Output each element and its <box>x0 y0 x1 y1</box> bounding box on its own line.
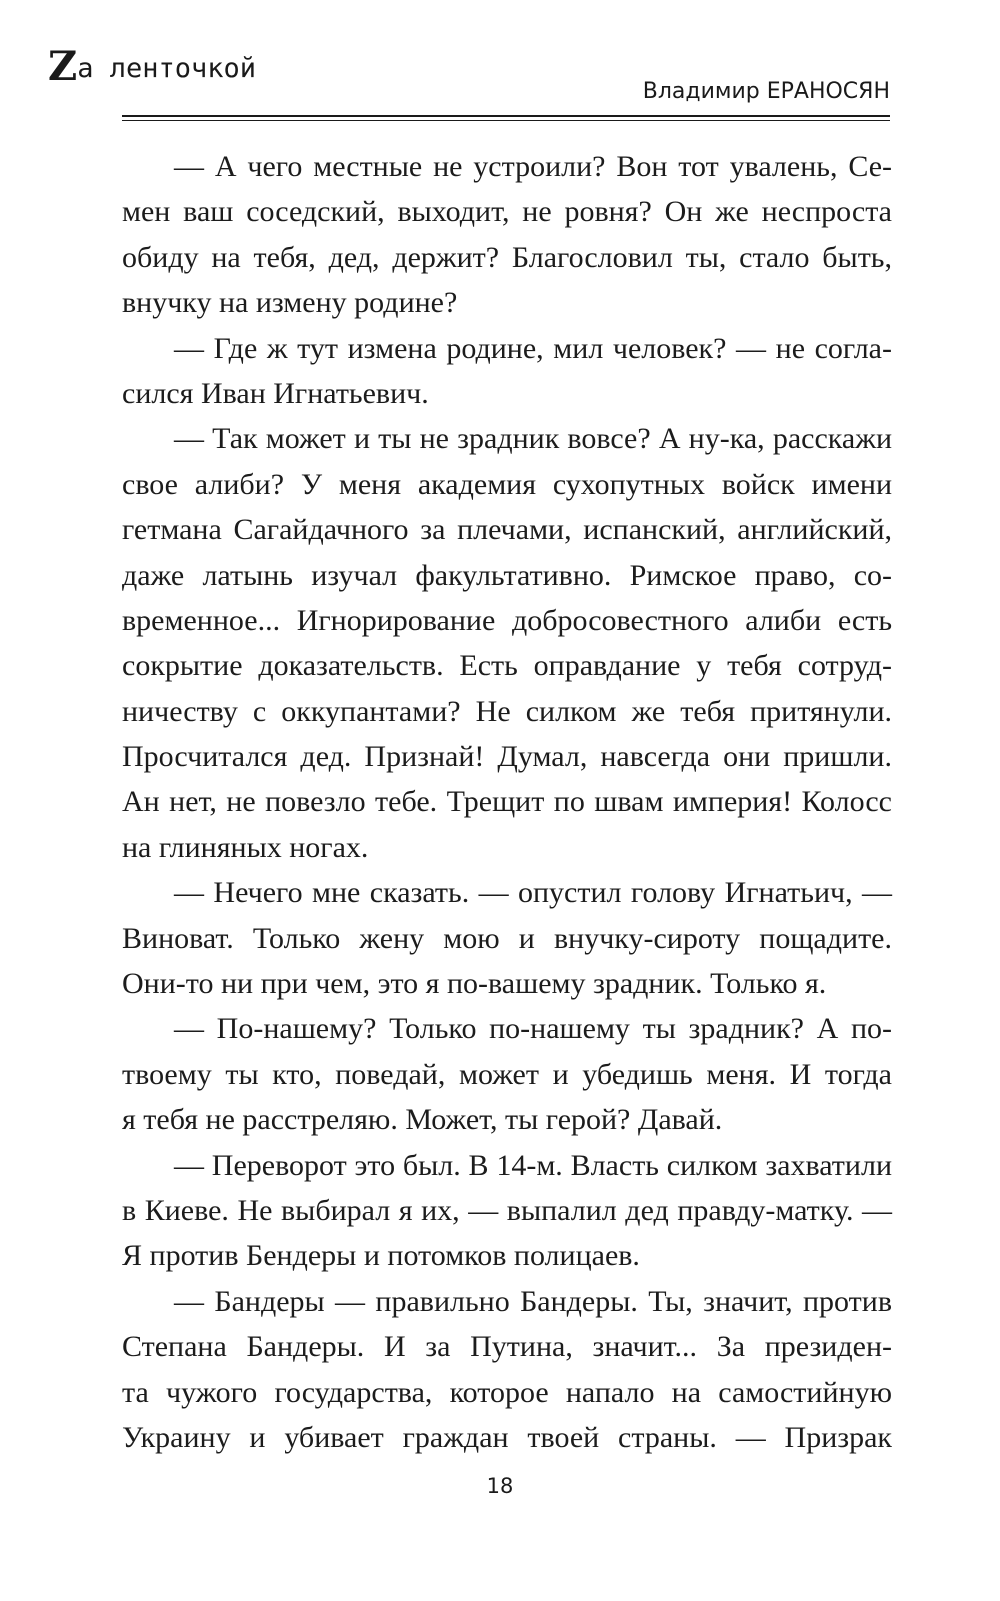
text-line: Украину и убивает граждан твоей страны. — Призрак <box>122 1420 892 1454</box>
text-line: сился Иван Игнатьевич. <box>122 376 429 410</box>
series-title-rest: а ленточкой <box>77 53 257 84</box>
text-line: — По-нашему? Только по-нашему ты зрадник? А по- <box>174 1012 892 1046</box>
text-line: Они-то ни при чем, это я по-вашему зрадник. Только я. <box>122 967 827 1001</box>
text-line: обиду на тебя, дед, держит? Благословил ты, стало быть, <box>122 240 892 274</box>
text-line: внучку на измену родине? <box>122 286 458 320</box>
text-line: — Так может и ты не зрадник вовсе? А ну-ка, расскажи <box>174 422 892 456</box>
body-text <box>122 144 892 1460</box>
text-line: та чужого государства, которое напало на самостийную <box>122 1375 892 1409</box>
text-line: я тебя не расстреляю. Может, ты герой? Давай. <box>122 1103 723 1137</box>
text-line: — Где ж тут измена родине, мил человек? — не согла- <box>174 331 892 365</box>
page-number: 18 <box>486 1474 514 1498</box>
text-line: гетмана Сагайдачного за плечами, испанский, английский, <box>122 513 892 547</box>
text-line: временное... Игнорирование добросовестного алиби есть <box>122 603 892 637</box>
text-line: — А чего местные не устроили? Вон тот увалень, Се- <box>174 150 892 183</box>
text-line: ничеству с оккупантами? Не силком же тебя притянули. <box>122 694 892 728</box>
text-line: сокрытие доказательств. Есть оправдание у тебя сотруд- <box>122 649 892 683</box>
text-line: Ан нет, не повезло тебе. Трещит по швам империя! Колосс <box>122 785 892 819</box>
header-rule-thick <box>122 115 890 117</box>
series-title <box>48 40 257 90</box>
text-line: даже латынь изучал факультативно. Римское право, со- <box>122 558 892 592</box>
text-line: в Киеве. Не выбирал я их, — выпалил дед правду-матку. — <box>122 1193 892 1227</box>
text-line: Я против Бендеры и потомков полицаев. <box>122 1239 640 1273</box>
text-line: Просчитался дед. Признай! Думал, навсегда они пришли. <box>122 740 892 774</box>
text-line: — Бандеры — правильно Бандеры. Ты, значит, против <box>174 1284 892 1318</box>
author-name: Владимир ЕРАНОСЯН <box>642 79 890 104</box>
series-title-initial: Z <box>48 43 78 90</box>
text-line: — Переворот это был. В 14-м. Власть силком захватили <box>174 1148 892 1182</box>
text-line: на глиняных ногах. <box>122 830 369 864</box>
text-line: мен ваш соседский, выходит, не ровня? Он же неспроста <box>122 195 892 229</box>
text-line: твоему ты кто, поведай, может и убедишь меня. И тогда <box>122 1057 892 1091</box>
text-line: Виноват. Только жену мою и внучку-сироту пощадите. <box>122 921 892 955</box>
text-line: свое алиби? У меня академия сухопутных войск имени <box>122 467 892 501</box>
text-line: Степана Бандеры. И за Путина, значит... За президен- <box>122 1330 892 1364</box>
text-line: — Нечего мне сказать. — опустил голову Игнатьич, — <box>174 876 892 910</box>
header-rule-thin <box>122 120 890 121</box>
